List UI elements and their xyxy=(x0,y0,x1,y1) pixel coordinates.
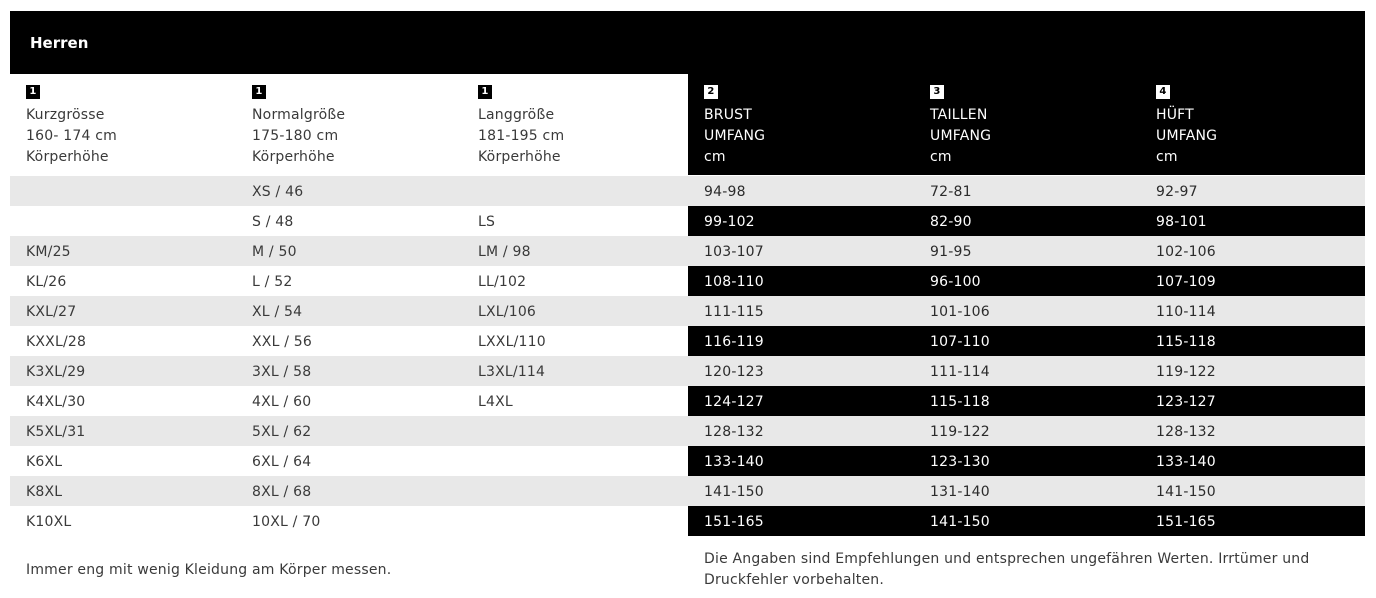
row-left-background xyxy=(10,446,688,476)
table-cell: 141-150 xyxy=(704,484,764,500)
column-number-badge: 3 xyxy=(930,85,944,99)
table-cell: KM/25 xyxy=(26,244,71,260)
table-cell: 107-110 xyxy=(930,334,990,350)
table-cell: 111-115 xyxy=(704,304,764,320)
column-header-line-3: Körperhöhe xyxy=(26,149,109,165)
table-cell: 115-118 xyxy=(1156,334,1216,350)
table-cell: 124-127 xyxy=(704,394,764,410)
table-row xyxy=(10,416,1365,446)
row-left-background xyxy=(10,236,688,266)
table-cell: K5XL/31 xyxy=(26,424,86,440)
column-header-4 xyxy=(704,85,924,168)
table-cell: 128-132 xyxy=(1156,424,1216,440)
table-cell: 119-122 xyxy=(1156,364,1216,380)
table-cell: 10XL / 70 xyxy=(252,514,321,530)
table-cell: XS / 46 xyxy=(252,184,304,200)
table-cell: 99-102 xyxy=(704,214,755,230)
table-cell: LXXL/110 xyxy=(478,334,546,350)
column-header-2 xyxy=(252,85,472,168)
column-header-line-2: 160- 174 cm xyxy=(26,128,117,144)
row-right-background xyxy=(688,356,1365,386)
table-row xyxy=(10,446,1365,476)
column-header-line-3: cm xyxy=(704,149,726,165)
column-header-line-1: Kurzgrösse xyxy=(26,107,105,123)
table-cell: S / 48 xyxy=(252,214,294,230)
column-header-line-2: 175-180 cm xyxy=(252,128,339,144)
row-right-background xyxy=(688,206,1365,236)
row-left-background xyxy=(10,326,688,356)
table-cell: K8XL xyxy=(26,484,63,500)
row-right-background xyxy=(688,296,1365,326)
table-cell: XL / 54 xyxy=(252,304,303,320)
table-cell: 128-132 xyxy=(704,424,764,440)
table-cell: 111-114 xyxy=(930,364,990,380)
column-header-line-1: BRUST xyxy=(704,107,753,123)
table-cell: 123-130 xyxy=(930,454,990,470)
chart-title: Herren xyxy=(30,34,89,52)
column-header-6 xyxy=(1156,85,1376,168)
column-header-line-1: TAILLEN xyxy=(930,107,988,123)
table-cell: 72-81 xyxy=(930,184,972,200)
note-right-line-1: Die Angaben sind Empfehlungen und entsprechen ungefähren Werten. Irrtümer und xyxy=(704,551,1310,567)
table-cell: 108-110 xyxy=(704,274,764,290)
row-right-background xyxy=(688,476,1365,506)
column-header-line-2: UMFANG xyxy=(1156,128,1218,144)
table-cell: 96-100 xyxy=(930,274,981,290)
table-cell: 8XL / 68 xyxy=(252,484,312,500)
table-cell: 91-95 xyxy=(930,244,972,260)
row-left-background xyxy=(10,506,688,536)
table-cell: 6XL / 64 xyxy=(252,454,312,470)
table-cell: 82-90 xyxy=(930,214,972,230)
row-right-background xyxy=(688,386,1365,416)
table-cell: 102-106 xyxy=(1156,244,1216,260)
column-header-line-2: 181-195 cm xyxy=(478,128,565,144)
note-left: Immer eng mit wenig Kleidung am Körper messen. xyxy=(26,562,392,578)
table-row xyxy=(10,506,1365,536)
table-cell: 4XL / 60 xyxy=(252,394,312,410)
column-header-line-3: Körperhöhe xyxy=(252,149,335,165)
table-cell: 133-140 xyxy=(1156,454,1216,470)
table-cell: 151-165 xyxy=(1156,514,1216,530)
table-cell: L / 52 xyxy=(252,274,293,290)
row-right-background xyxy=(688,416,1365,446)
table-cell: 94-98 xyxy=(704,184,746,200)
column-header-line-2: UMFANG xyxy=(704,128,766,144)
table-cell: 123-127 xyxy=(1156,394,1216,410)
column-number-badge: 1 xyxy=(26,85,40,99)
column-header-line-3: Körperhöhe xyxy=(478,149,561,165)
row-left-background xyxy=(10,206,688,236)
table-row xyxy=(10,326,1365,356)
table-cell: LL/102 xyxy=(478,274,527,290)
table-cell: XXL / 56 xyxy=(252,334,313,350)
note-right-line-2: Druckfehler vorbehalten. xyxy=(704,572,885,588)
table-row xyxy=(10,176,1365,206)
column-number-badge: 1 xyxy=(252,85,266,99)
table-cell: 120-123 xyxy=(704,364,764,380)
table-cell: 141-150 xyxy=(930,514,990,530)
row-left-background xyxy=(10,296,688,326)
column-number-badge: 2 xyxy=(704,85,718,99)
column-header-line-1: Langgröße xyxy=(478,107,555,123)
table-cell: L4XL xyxy=(478,394,513,410)
table-cell: 5XL / 62 xyxy=(252,424,312,440)
table-row xyxy=(10,356,1365,386)
row-left-background xyxy=(10,356,688,386)
column-header-5 xyxy=(930,85,1150,168)
table-cell: KXL/27 xyxy=(26,304,77,320)
column-header-1 xyxy=(26,85,246,168)
table-cell: KXXL/28 xyxy=(26,334,87,350)
row-right-background xyxy=(688,446,1365,476)
column-header-line-2: UMFANG xyxy=(930,128,992,144)
row-left-background xyxy=(10,266,688,296)
column-header-line-1: Normalgröße xyxy=(252,107,346,123)
row-left-background xyxy=(10,176,688,206)
column-header-line-3: cm xyxy=(930,149,952,165)
table-cell: K4XL/30 xyxy=(26,394,86,410)
row-right-background xyxy=(688,326,1365,356)
table-cell: K6XL xyxy=(26,454,63,470)
table-cell: KL/26 xyxy=(26,274,67,290)
row-right-background xyxy=(688,176,1365,206)
table-cell: M / 50 xyxy=(252,244,297,260)
table-cell: 98-101 xyxy=(1156,214,1207,230)
column-header-3 xyxy=(478,85,698,168)
table-cell: 141-150 xyxy=(1156,484,1216,500)
column-header-line-3: cm xyxy=(1156,149,1178,165)
table-cell: 115-118 xyxy=(930,394,990,410)
table-cell: K10XL xyxy=(26,514,72,530)
table-row xyxy=(10,206,1365,236)
row-left-background xyxy=(10,416,688,446)
row-right-background xyxy=(688,266,1365,296)
column-number-badge: 1 xyxy=(478,85,492,99)
table-cell: K3XL/29 xyxy=(26,364,86,380)
table-row xyxy=(10,236,1365,266)
table-cell: 101-106 xyxy=(930,304,990,320)
row-right-background xyxy=(688,506,1365,536)
table-cell: 131-140 xyxy=(930,484,990,500)
row-right-background xyxy=(688,236,1365,266)
row-left-background xyxy=(10,386,688,416)
table-cell: 119-122 xyxy=(930,424,990,440)
title-bar xyxy=(10,11,1365,74)
table-cell: 110-114 xyxy=(1156,304,1216,320)
table-cell: LS xyxy=(478,214,496,230)
table-cell: 107-109 xyxy=(1156,274,1216,290)
row-left-background xyxy=(10,476,688,506)
column-number-badge: 4 xyxy=(1156,85,1170,99)
table-cell: 116-119 xyxy=(704,334,764,350)
table-cell: 151-165 xyxy=(704,514,764,530)
table-cell: LXL/106 xyxy=(478,304,537,320)
table-cell: LM / 98 xyxy=(478,244,531,260)
table-row xyxy=(10,296,1365,326)
table-cell: 133-140 xyxy=(704,454,764,470)
column-header-line-1: HÜFT xyxy=(1156,107,1194,123)
table-row xyxy=(10,266,1365,296)
table-cell: 3XL / 58 xyxy=(252,364,312,380)
table-row xyxy=(10,386,1365,416)
table-cell: 103-107 xyxy=(704,244,764,260)
table-cell: 92-97 xyxy=(1156,184,1198,200)
table-cell: L3XL/114 xyxy=(478,364,546,380)
table-row xyxy=(10,476,1365,506)
